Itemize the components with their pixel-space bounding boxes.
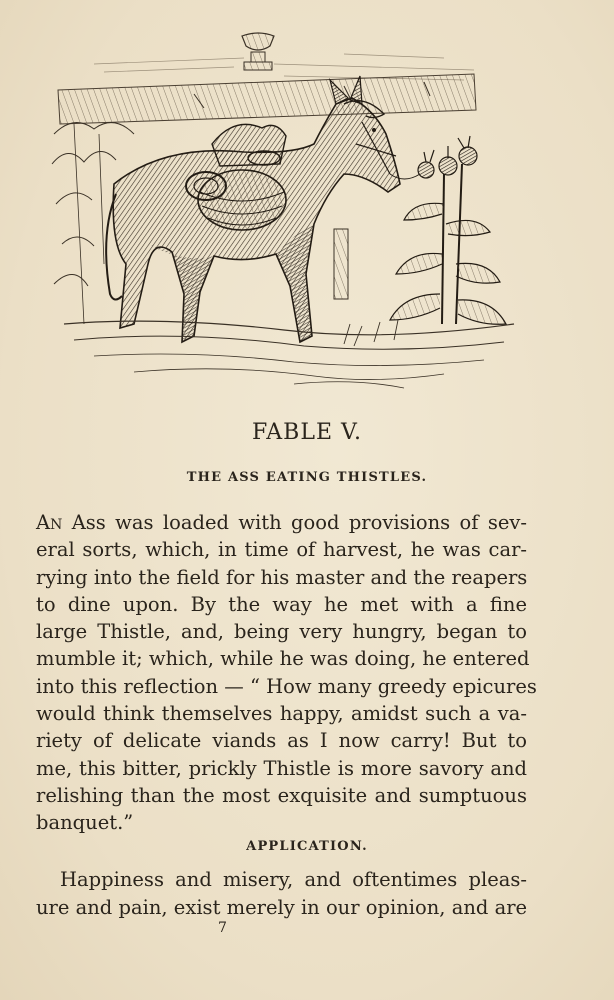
stone-wall (58, 74, 476, 124)
donkey-thistle-engraving (44, 24, 524, 396)
ground (64, 320, 514, 388)
text-line: me, this bitter, prickly Thistle is more savory and (36, 756, 527, 780)
text-line: relishing than the most exquisite and sumptuous (36, 783, 527, 807)
text-line: Happiness and misery, and oftentimes pleas- (60, 868, 527, 891)
text-line: eral sorts, which, in time of harvest, he was car- (36, 538, 527, 562)
application-body (36, 866, 527, 922)
text-line: rying into the field for his master and the reapers (36, 565, 528, 589)
urn-ornament (242, 33, 274, 70)
page-number: 7 (218, 920, 227, 936)
text-line: to dine upon. By the way he met with a fine (36, 592, 527, 616)
thistle-plant (390, 136, 506, 324)
fable-subtitle: THE ASS EATING THISTLES. (186, 470, 428, 485)
fable-body (36, 509, 537, 837)
application-heading: APPLICATION. (246, 839, 368, 854)
text-line: would think themselves happy, amidst such a va- (36, 702, 527, 726)
text-line: banquet.” (36, 811, 134, 835)
text-line: An Ass was loaded with good provisions of sev- (36, 511, 527, 534)
fable-title: FABLE V. (251, 420, 363, 445)
text-line: mumble it; which, while he was doing, he entered (36, 647, 530, 671)
opening-word: An (36, 511, 63, 534)
text-line: large Thistle, and, being very hungry, began to (36, 620, 527, 644)
text-line: ure and pain, exist merely in our opinion, and are (36, 896, 528, 919)
text-line: into this reflection — “ How many greedy epicures (36, 674, 537, 698)
text-line: riety of delicate viands as I now carry! But to (36, 729, 527, 753)
